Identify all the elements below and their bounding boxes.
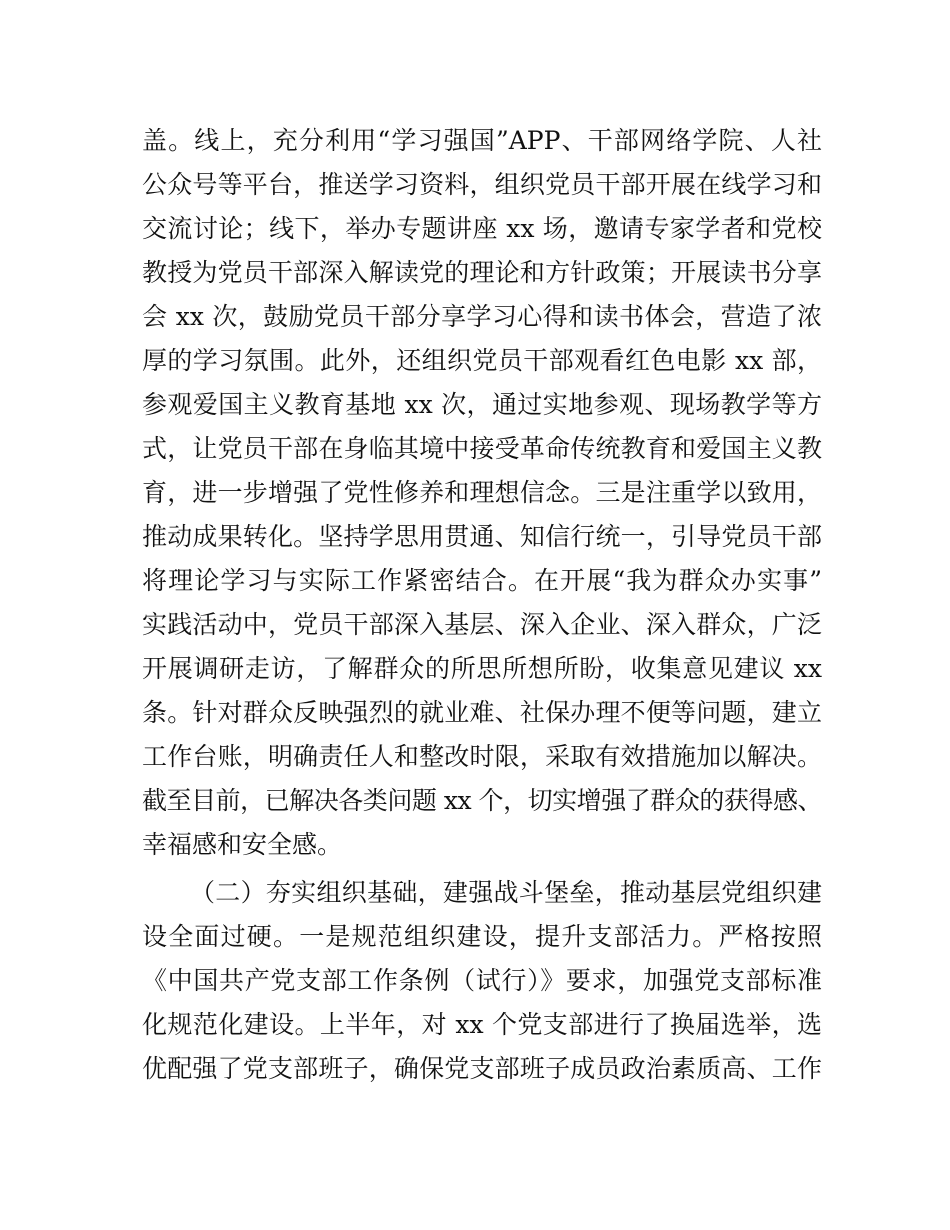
- text-line: 式，让党员干部在身临其境中接受革命传统教育和爱国主义教: [142, 434, 822, 463]
- text-line: 截至目前，已解决各类问题 xx 个，切实增强了群众的获得感、: [142, 786, 822, 815]
- text-line: 教授为党员干部深入解读党的理论和方针政策；开展读书分享: [142, 258, 822, 287]
- text-line: 优配强了党支部班子，确保党支部班子成员政治素质高、工作: [142, 1054, 822, 1083]
- text-line: 厚的学习氛围。此外，还组织党员干部观看红色电影 xx 部，: [142, 346, 822, 375]
- text-line: 幸福感和安全感。: [142, 830, 343, 859]
- text-line: 开展调研走访，了解群众的所思所想所盼，收集意见建议 xx: [142, 654, 822, 683]
- text-line: 公众号等平台，推送学习资料，组织党员干部开展在线学习和: [142, 170, 822, 199]
- text-line: 盖。线上，充分利用“学习强国”APP、干部网络学院、人社: [142, 126, 822, 155]
- text-line: 会 xx 次，鼓励党员干部分享学习心得和读书体会，营造了浓: [142, 302, 822, 331]
- text-line: 实践活动中，党员干部深入基层、深入企业、深入群众，广泛: [142, 610, 822, 639]
- text-line: 工作台账，明确责任人和整改时限，采取有效措施加以解决。: [142, 742, 822, 771]
- text-line: 条。针对群众反映强烈的就业难、社保办理不便等问题，建立: [142, 698, 822, 727]
- text-line: 设全面过硬。一是规范组织建设，提升支部活力。严格按照: [142, 922, 822, 951]
- text-line: 《中国共产党支部工作条例（试行）》要求，加强党支部标准: [142, 966, 822, 995]
- text-line: 育，进一步增强了党性修养和理想信念。三是注重学以致用，: [142, 478, 822, 507]
- section-heading-line: （二）夯实组织基础，建强战斗堡垒，推动基层党组织建: [190, 878, 822, 907]
- text-line: 化规范化建设。上半年，对 xx 个党支部进行了换届选举，选: [142, 1010, 822, 1039]
- text-line: 将理论学习与实际工作紧密结合。在开展“我为群众办实事”: [142, 566, 822, 595]
- text-line: 交流讨论；线下，举办专题讲座 xx 场，邀请专家学者和党校: [142, 214, 822, 243]
- text-line: 推动成果转化。坚持学思用贯通、知信行统一，引导党员干部: [142, 522, 822, 551]
- text-line: 参观爱国主义教育基地 xx 次，通过实地参观、现场教学等方: [142, 390, 822, 419]
